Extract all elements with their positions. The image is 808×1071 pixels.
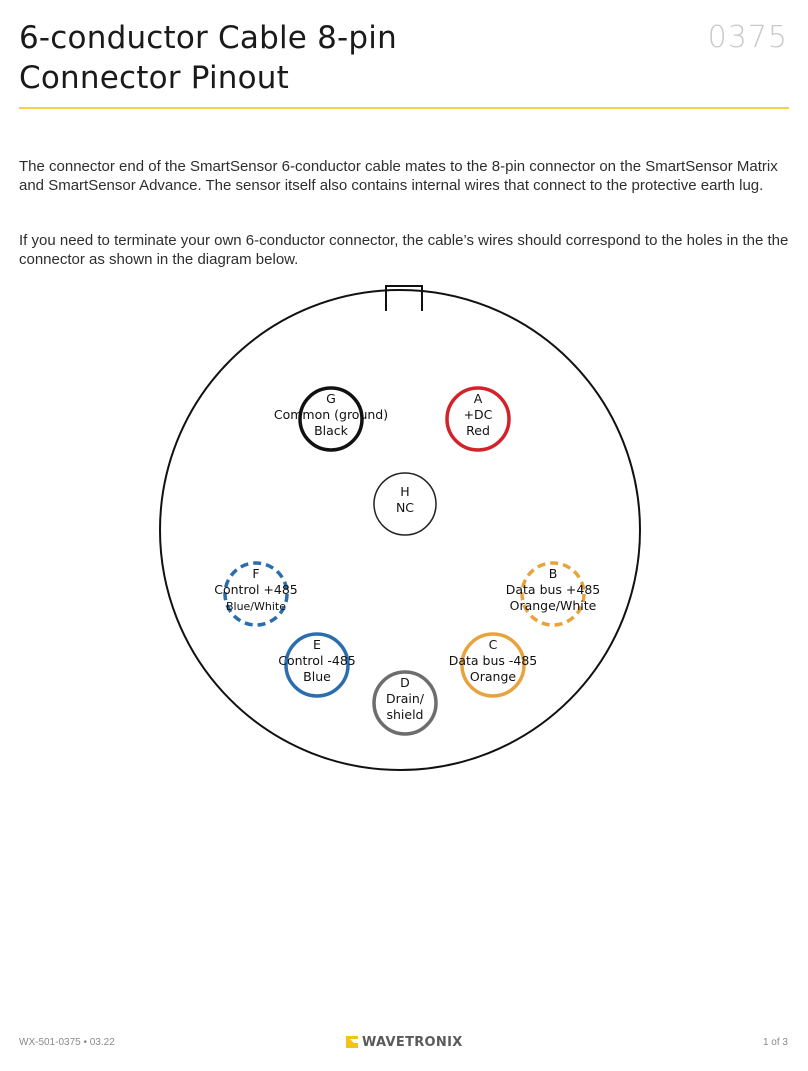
brand-logo — [346, 1032, 463, 1052]
brand-name: WAVETRONIX — [362, 1034, 463, 1050]
pins-layer — [214, 388, 600, 734]
intro-paragraph: The connector end of the SmartSensor 6-conductor cable mates to the 8-pin connector on the SmartSensor Matrix and SmartSensor Advance. The sensor itself also contains internal wires that connect to the protective earth lug. — [19, 158, 778, 194]
pin-b-color-name: Orange/White — [509, 598, 597, 613]
pin-c-color-name: Orange — [469, 669, 517, 684]
pin-d-color-name: shield — [386, 707, 424, 722]
wavetronix-mark-icon — [346, 1036, 358, 1048]
pin-d-function: Drain/ — [385, 691, 425, 706]
pin-g-color-name: Black — [314, 423, 348, 438]
title-line-1: 6-conductor Cable 8-pin — [19, 20, 397, 56]
footer-doc-code: WX-501-0375 • 03.22 — [19, 1037, 115, 1048]
pin-f-id: F — [252, 566, 260, 581]
pin-g — [274, 388, 388, 450]
pin-c-function: Data bus -485 — [448, 653, 538, 668]
pin-a-function: +DC — [463, 407, 493, 422]
pin-e-function: Control -485 — [278, 653, 356, 668]
pin-b-function: Data bus +485 — [505, 582, 601, 597]
page-title — [19, 18, 539, 98]
footer-page-number: 1 of 3 — [762, 1037, 788, 1048]
pin-a-color-name: Red — [466, 423, 490, 438]
pin-h-function: NC — [395, 500, 415, 515]
title-line-2: Connector Pinout — [19, 60, 289, 96]
document-number: 0375 — [707, 20, 788, 55]
pin-g-function: Common (ground) — [273, 407, 389, 422]
pin-f-function: Control +485 — [214, 582, 298, 597]
pin-f-color-name: Blue/White — [225, 600, 287, 613]
pin-h — [374, 473, 436, 535]
pin-a-id: A — [473, 391, 483, 406]
header-divider — [19, 107, 789, 109]
pin-d — [374, 672, 436, 734]
pin-b-id: B — [548, 566, 558, 581]
pin-g-id: G — [326, 391, 336, 406]
connector-pinout-diagram — [0, 280, 808, 880]
pin-h-id: H — [400, 484, 410, 499]
pin-e-id: E — [313, 637, 321, 652]
instruction-paragraph: If you need to terminate your own 6-conductor connector, the cable’s wires should correspond to the holes in the the connector as shown in the diagram below. — [19, 232, 789, 268]
pin-e — [278, 634, 356, 696]
pin-d-id: D — [400, 675, 410, 690]
pin-f — [214, 563, 298, 625]
pin-b — [506, 563, 601, 625]
pin-a — [447, 388, 509, 450]
pin-c — [449, 634, 538, 696]
pin-c-id: C — [488, 637, 498, 652]
pin-e-color-name: Blue — [303, 669, 331, 684]
